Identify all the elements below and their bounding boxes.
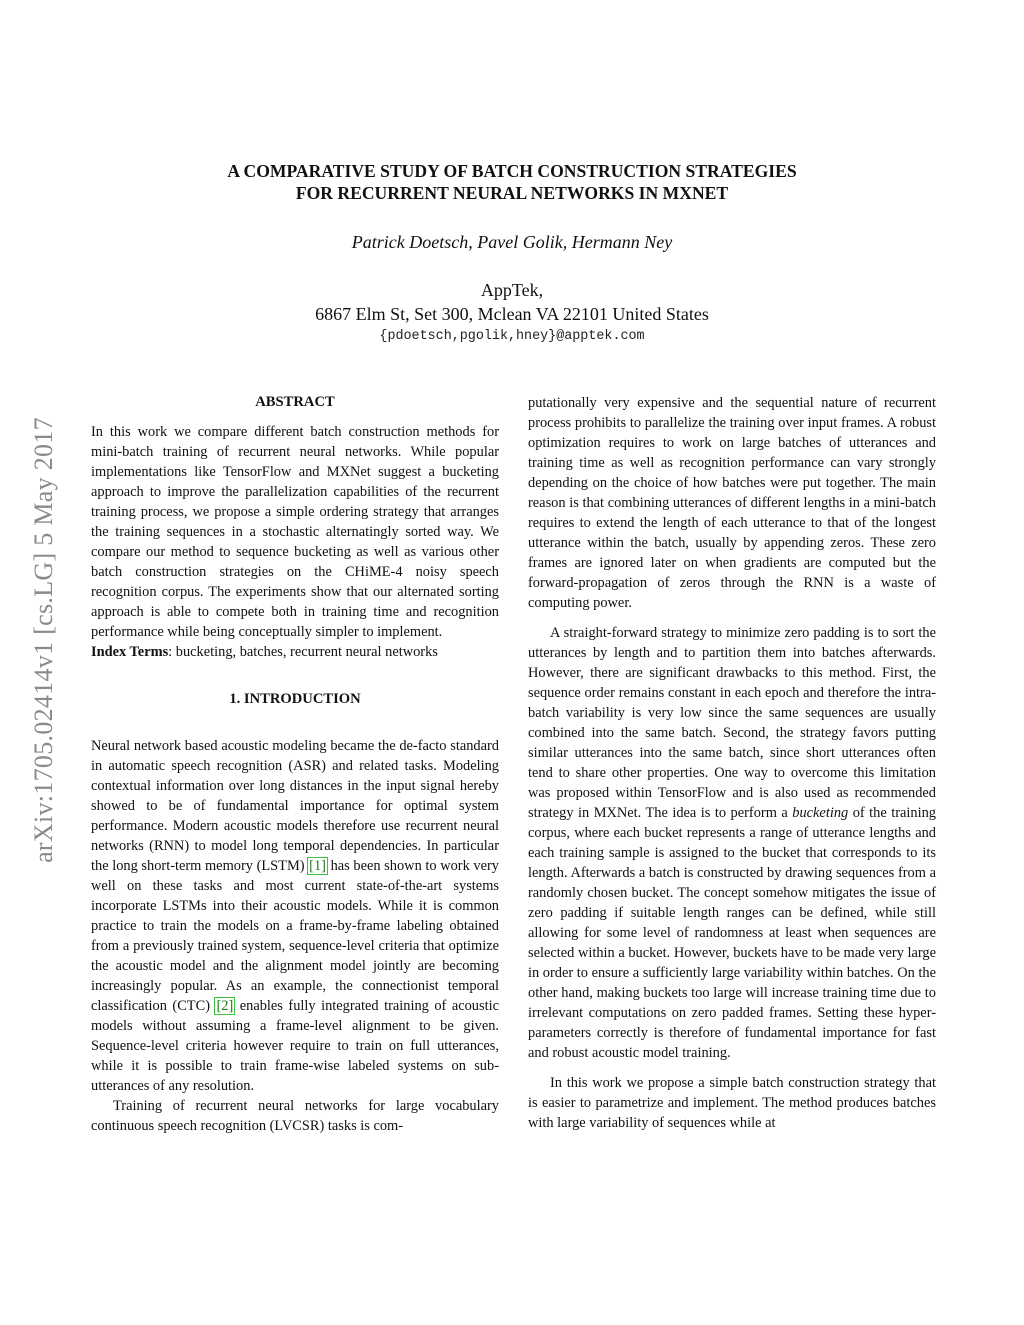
affiliation bbox=[0, 278, 1024, 326]
left-column bbox=[91, 392, 499, 1136]
title-line-2: FOR RECURRENT NEURAL NETWORKS IN MXNET bbox=[295, 183, 729, 203]
right-p2-emphasis: bucketing bbox=[792, 805, 849, 821]
right-paragraph-2 bbox=[528, 623, 936, 1063]
section-heading-introduction: 1. INTRODUCTION bbox=[229, 691, 361, 707]
title-line-1: A COMPARATIVE STUDY OF BATCH CONSTRUCTION STRATEGIES bbox=[227, 161, 797, 181]
index-terms-list: : bucketing, batches, recurrent neural networks bbox=[168, 644, 438, 660]
intro-p1-part-c: enables fully integrated training of acoustic models without assuming a frame-level alignment to be given. Sequence-level criteria however require to train on full utterances, while it is possible to train frame-wise labeled systems on sub-utterances of any resolution. bbox=[91, 998, 499, 1094]
author-emails: {pdoetsch,pgolik,hney}@apptek.com bbox=[379, 329, 645, 344]
paper-title bbox=[0, 160, 1024, 204]
arxiv-stamp: arXiv:1705.02414v1 [cs.LG] 5 May 2017 bbox=[29, 417, 58, 863]
intro-p1-part-b: has been shown to work very well on these tasks and most current state-of-the-art systems incorporate LSTMs into their acoustic models. While it is common practice to train the models on a frame-by-frame labeling obtained from a previously trained system, sequence-level criteria that optimize the acoustic model and the alignment model jointly are becoming increasingly popular. As an example, the connectionist temporal classification (CTC) bbox=[91, 858, 499, 1014]
right-column bbox=[528, 393, 936, 1133]
author-list: Patrick Doetsch, Pavel Golik, Hermann Ney bbox=[351, 232, 673, 252]
right-p2-part-a: A straight-forward strategy to minimize zero padding is to sort the utterances by length and to partition them into batches afterwards. However, there are significant drawbacks to this method. First, the sequence order remains constant in each epoch and therefore the intra-batch variability is very low since the same sequences are usually combined into the same batch. Second, the strategy favors putting similar utterances into the same batch, since short utterances often tend to share other properties. One way to overcome this limitation was proposed within TensorFlow and is also used as recommended strategy in MXNet. The idea is to perform a bbox=[528, 625, 936, 821]
abstract-heading: ABSTRACT bbox=[255, 394, 335, 410]
index-terms bbox=[91, 642, 499, 662]
intro-p1-part-a: Neural network based acoustic modeling became the de-facto standard in automatic speech recognition (ASR) and related tasks. Modeling contextual information over long distances in the input signal hereby showed to be of fundamental importance for optimal system performance. Modern acoustic models therefore use recurrent neural networks (RNN) to model long temporal dependencies. In particular the long short-term memory (LSTM) bbox=[91, 738, 499, 874]
abstract-text: In this work we compare different batch construction methods for mini-batch training of recurrent neural networks. While popular implementations like TensorFlow and MXNet suggest a bucketing approach to improve the parallelization capabilities of the recurrent training process, we propose a simple ordering strategy that arranges the training sequences in a stochastic alternatingly sorted way. We compare our method to sequence bucketing as well as various other batch construction strategies on the CHiME-4 noisy speech recognition corpus. The experiments show that our alternated sorting approach is able to compete both in training time and recognition performance while being conceptually simpler to implement. bbox=[91, 424, 499, 640]
right-paragraph-1: putationally very expensive and the sequential nature of recurrent process prohibits to parallelize the training over input frames. A robust optimization requires to work on large batches of utterances and training time as well as recognition performance can vary strongly depending on the choice of how batches were put together. The main reason is that combining utterances of different lengths in a mini-batch requires to extend the length of each utterance to that of the longest utterance within the batch, usually by appending zeros. These zero frames are ignored later on when gradients are computed but the forward-propagation of zeros through the RNN is a waste of computing power. bbox=[528, 395, 936, 611]
intro-paragraph-1 bbox=[91, 736, 499, 1096]
index-terms-label: Index Terms bbox=[91, 644, 169, 660]
right-paragraph-3: In this work we propose a simple batch construction strategy that is easier to parametrize and implement. The method produces batches with large variability of sequences while at bbox=[528, 1075, 936, 1131]
affiliation-address: 6867 Elm St, Set 300, Mclean VA 22101 United States bbox=[315, 304, 709, 324]
right-p2-part-b: of the training corpus, where each bucket represents a range of utterance lengths and each training sample is assigned to the bucket that corresponds to its length. Afterwards a batch is constructed by drawing sequences from a randomly chosen bucket. The concept somehow mitigates the issue of zero padding if suitable length ranges can be defined, while still allowing for some level of randomness at least when sequences are selected within a bucket. However, buckets have to be made very large in order to ensure a sufficiently large variability within batches. On the other hand, making buckets too large will increase training time due to irrelevant computations on zero padded frames. Setting these hyper-parameters correctly is therefore of fundamental importance for fast and robust acoustic model training. bbox=[528, 805, 936, 1061]
citation-link-1[interactable]: [1] bbox=[309, 858, 326, 874]
citation-link-2[interactable]: [2] bbox=[216, 998, 234, 1014]
intro-paragraph-2: Training of recurrent neural networks for large vocabulary continuous speech recognition (LVCSR) tasks is com- bbox=[91, 1098, 499, 1134]
affiliation-org: AppTek, bbox=[480, 280, 544, 300]
